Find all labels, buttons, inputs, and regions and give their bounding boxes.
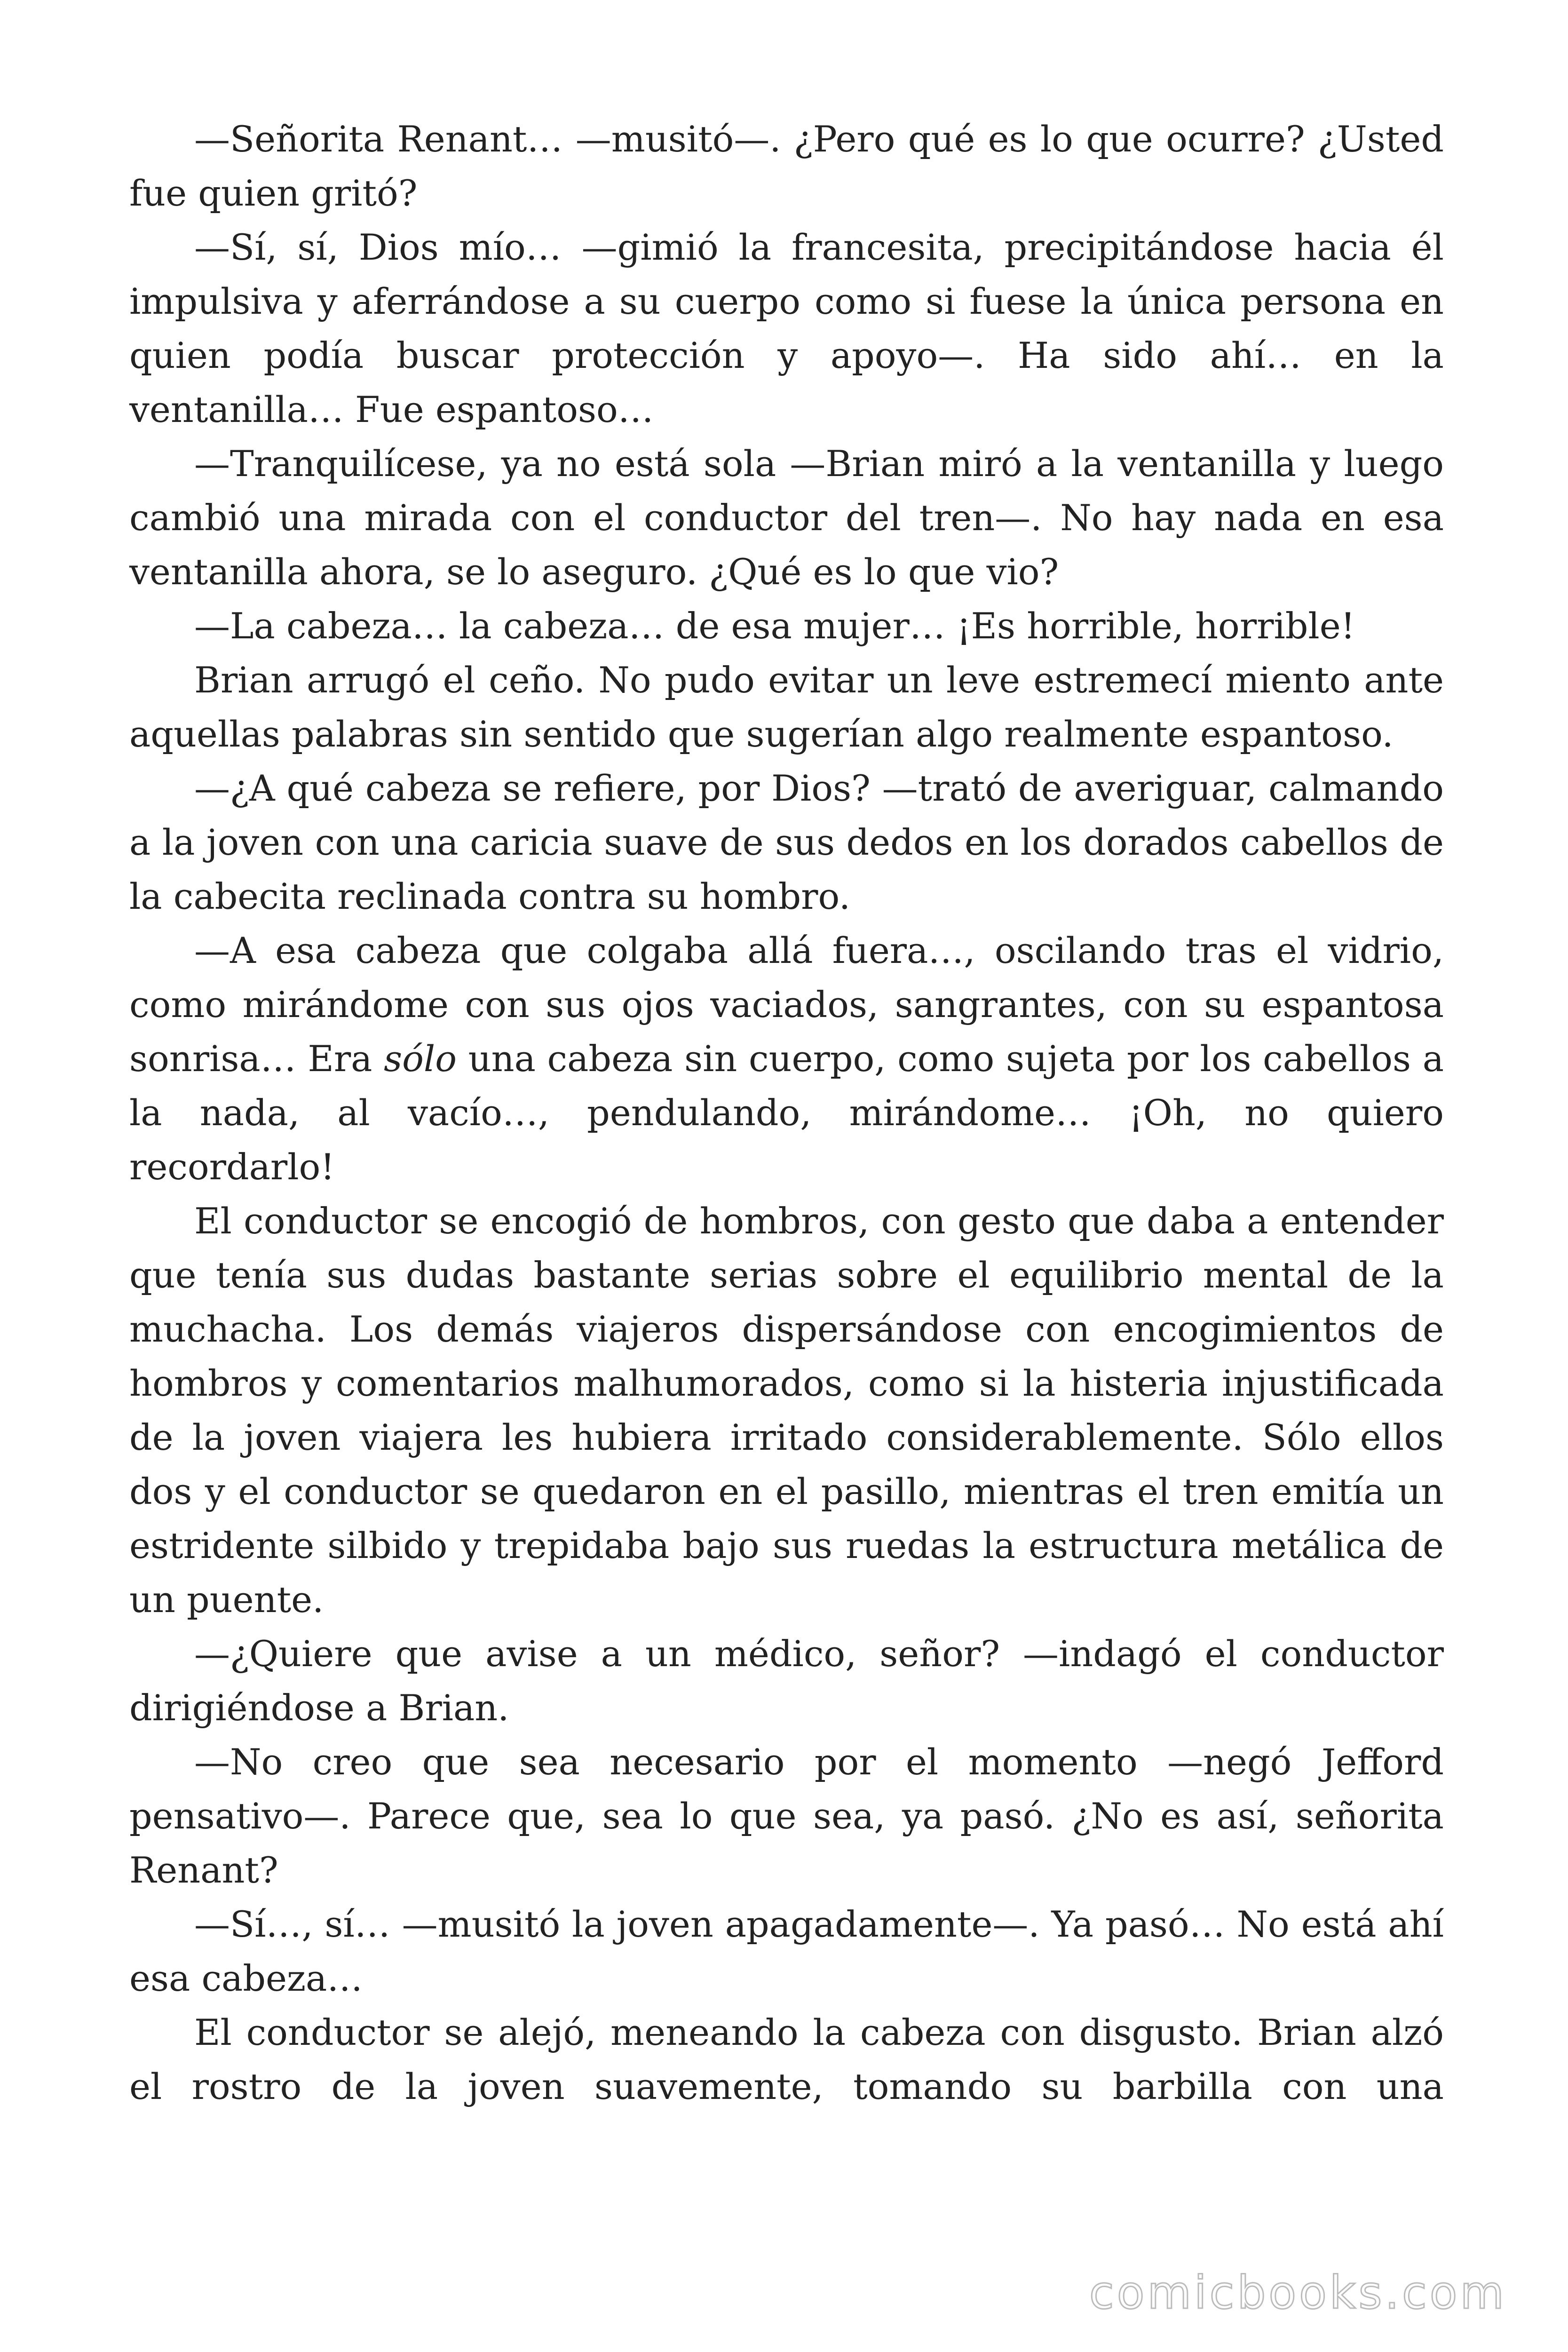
paragraph: —La cabeza… la cabeza… de esa mujer… ¡Es horrible, horrible! (194, 605, 1355, 647)
paragraph: —¿Quiere que avise a un médico, señor? —indagó el conductor dirigiéndose a Brian. (129, 1633, 1444, 1729)
paragraph: —Tranquilícese, ya no está sola —Brian miró a la ventanilla y luego cambió una mirada con el conductor del tren—. No hay nada en esa ventanilla ahora, se lo aseguro. ¿Qué es lo que vio? (129, 443, 1444, 593)
watermark-logo: comicbooks.com (1089, 2266, 1507, 2319)
paragraph: El conductor se encogió de hombros, con gesto que daba a entender que tenía sus dudas bastante serias sobre el equilibrio mental de la muchacha. Los demás viajeros dispersándose con encogimientos de hombros y comentarios malhumorados, como si la histeria injustificada de la joven viajera les hubiera irritado considerablemente. Sólo ellos dos y el conductor se quedaron en el pasillo, mientras el tren emitía un estridente silbido y trepidaba bajo sus ruedas la estructura metálica de un puente. (129, 1200, 1444, 1621)
paragraph: Brian arrugó el ceño. No pudo evitar un leve estremecí miento ante aquellas palabras sin sentido que sugerían algo realmente espantoso. (129, 659, 1444, 755)
paragraph: —¿A qué cabeza se refiere, por Dios? —trató de averiguar, calmando a la joven con una caricia suave de sus dedos en los dorados cabellos de la cabecita reclinada contra su hombro. (129, 767, 1444, 917)
emphasis: sólo (384, 1038, 457, 1080)
paragraph: El conductor se alejó, meneando la cabeza con disgusto. Brian alzó el rostro de la joven suavemente, tomando su barbilla con una (129, 2011, 1444, 2107)
paragraph: —No creo que sea necesario por el momento —negó Jefford pensativo—. Parece que, sea lo que sea, ya pasó. ¿No es así, señorita Renant? (129, 1741, 1444, 1891)
paragraph: —Sí, sí, Dios mío… —gimió la francesita, precipitándose hacia él impulsiva y aferrándose a su cuerpo como si fuese la única persona en quien podía buscar protección y apoyo—. Ha sido ahí… en la ventanilla… Fue espantoso… (129, 226, 1444, 430)
paragraph: —Sí…, sí… —musitó la joven apagadamente—. Ya pasó… No está ahí esa cabeza… (129, 1903, 1444, 1999)
paragraph: —A esa cabeza que colgaba allá fuera…, oscilando tras el vidrio, como mirándome con sus ojos vaciados, sangrantes, con su espantosa sonrisa… Era sólo una cabeza sin cuerpo, como sujeta por los cabellos a la nada, al vacío…, pendulando, mirándome… ¡Oh, no quiero recordarlo! (129, 930, 1444, 1188)
paragraph: —Señorita Renant… —musitó—. ¿Pero qué es lo que ocurre? ¿Usted fue quien gritó? (129, 118, 1444, 214)
body-text (129, 112, 1444, 2114)
